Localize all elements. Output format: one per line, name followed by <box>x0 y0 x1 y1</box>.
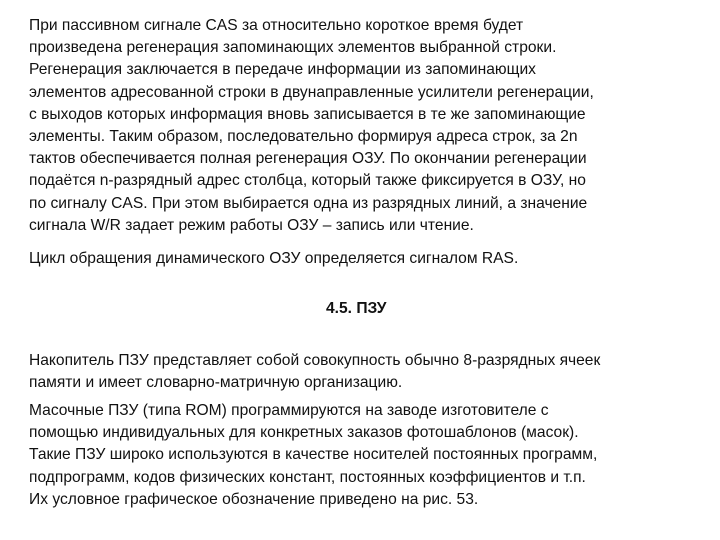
text-line: памяти и имеет словарно-матричную организацию. <box>29 374 403 392</box>
text-line: с выходов которых информация вновь записывается в те же запоминающие <box>29 105 586 123</box>
text-line: подпрограмм, кодов физических констант, постоянных коэффициентов и т.п. <box>29 468 586 486</box>
text-line: помощью индивидуальных для конкретных заказов фотошаблонов (масок). <box>29 424 579 442</box>
text-line: Накопитель ПЗУ представляет собой совокупность обычно 8-разрядных ячеек <box>29 352 601 369</box>
text-line: Масочные ПЗУ (типа ROM) программируются на заводе изготовителе с <box>29 402 549 419</box>
text-line: подаётся n-разрядный адрес столбца, который также фиксируется в ОЗУ, но <box>29 172 586 190</box>
text-line: Регенерация заключается в передаче информации из запоминающих <box>29 61 536 79</box>
text-line: элементов адресованной строки в двунаправленные усилители регенерации, <box>29 83 594 101</box>
text-line: При пассивном сигнале CAS за относительно короткое время будет <box>29 17 524 34</box>
paragraph-mask-rom <box>29 400 701 511</box>
paragraph-ozu-cycle <box>29 248 701 270</box>
text-line: элементы. Таким образом, последовательно формируя адреса строк, за 2n <box>29 128 578 146</box>
section-heading: 4.5. ПЗУ <box>326 300 387 317</box>
text-line: тактов обеспечивается полная регенерация ОЗУ. По окончании регенерации <box>29 150 587 168</box>
text-line: по сигналу CAS. При этом выбирается одна из разрядных линий, а значение <box>29 194 588 212</box>
text-line: произведена регенерация запоминающих элементов выбранной строки. <box>29 39 557 57</box>
text-line: Их условное графическое обозначение приведено на рис. 53. <box>29 490 479 508</box>
paragraph-ozu-regeneration <box>29 15 701 237</box>
text-line: сигнала W/R задает режим работы ОЗУ – запись или чтение. <box>29 216 474 234</box>
text-line: Цикл обращения динамического ОЗУ определяется сигналом RAS. <box>29 250 519 267</box>
text-line: Такие ПЗУ широко используются в качестве носителей постоянных программ, <box>29 446 598 464</box>
paragraph-pzu-storage <box>29 350 701 394</box>
